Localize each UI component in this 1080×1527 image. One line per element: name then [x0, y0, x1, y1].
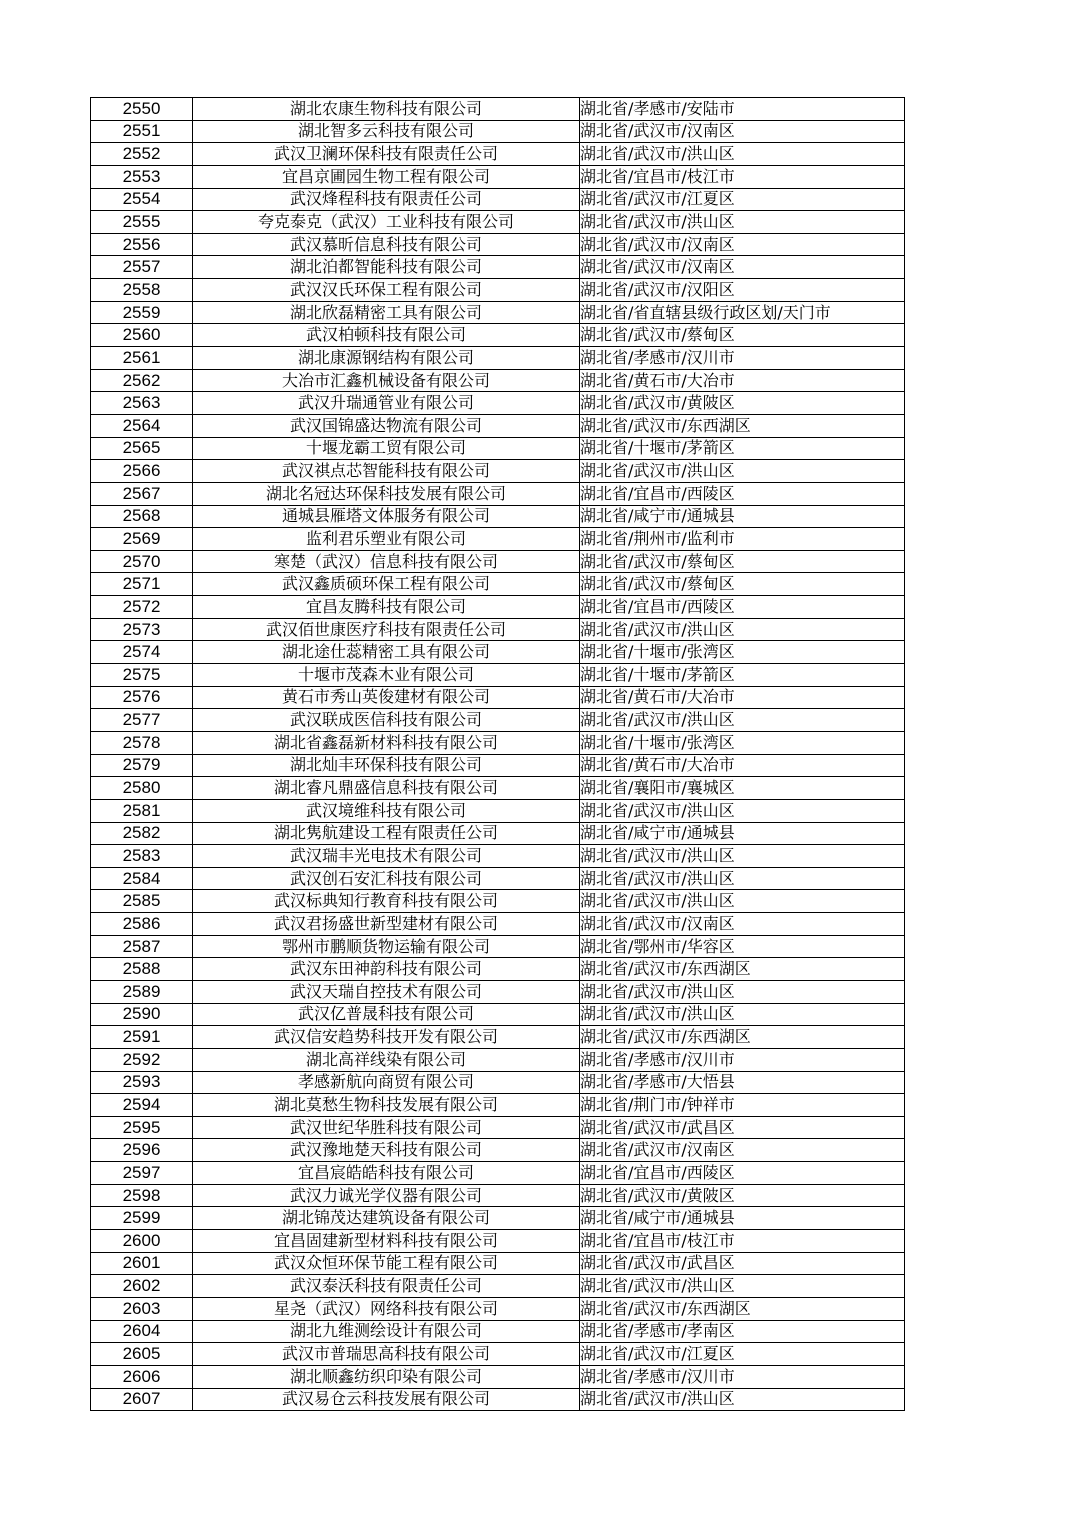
row-number-cell: 2607 — [91, 1388, 193, 1411]
company-name-cell: 武汉国锦盛达物流有限公司 — [193, 414, 580, 437]
company-name-cell: 十堰市茂森木业有限公司 — [193, 664, 580, 687]
row-number-cell: 2593 — [91, 1071, 193, 1094]
row-number-cell: 2558 — [91, 279, 193, 302]
table-row — [91, 1071, 905, 1094]
company-name-cell: 夸克泰克（武汉）工业科技有限公司 — [193, 211, 580, 234]
company-name-cell: 湖北途仕蕊精密工具有限公司 — [193, 641, 580, 664]
company-name-cell: 武汉鑫质硕环保工程有限公司 — [193, 573, 580, 596]
row-number-cell: 2556 — [91, 233, 193, 256]
company-name-cell: 湖北省鑫磊新材料科技有限公司 — [193, 731, 580, 754]
table-row — [91, 890, 905, 913]
company-name-cell: 武汉升瑞通管业有限公司 — [193, 392, 580, 415]
company-name-cell: 武汉力诚光学仪器有限公司 — [193, 1184, 580, 1207]
row-number-cell: 2573 — [91, 618, 193, 641]
row-number-cell: 2565 — [91, 437, 193, 460]
region-cell: 湖北省/武汉市/洪山区 — [580, 1003, 905, 1026]
table-row — [91, 550, 905, 573]
company-name-cell: 星尧（武汉）网络科技有限公司 — [193, 1297, 580, 1320]
row-number-cell: 2590 — [91, 1003, 193, 1026]
company-name-cell: 武汉标典知行教育科技有限公司 — [193, 890, 580, 913]
region-cell: 湖北省/武汉市/汉阳区 — [580, 279, 905, 302]
region-cell: 湖北省/武汉市/东西湖区 — [580, 414, 905, 437]
table-row — [91, 98, 905, 121]
region-cell: 湖北省/黄石市/大冶市 — [580, 686, 905, 709]
row-number-cell: 2559 — [91, 301, 193, 324]
table-row — [91, 233, 905, 256]
region-cell: 湖北省/孝感市/汉川市 — [580, 1048, 905, 1071]
row-number-cell: 2581 — [91, 799, 193, 822]
company-name-cell: 武汉君扬盛世新型建材有限公司 — [193, 913, 580, 936]
row-number-cell: 2605 — [91, 1343, 193, 1366]
region-cell: 湖北省/宜昌市/西陵区 — [580, 1162, 905, 1185]
region-cell: 湖北省/武汉市/黄陂区 — [580, 392, 905, 415]
company-name-cell: 湖北高祥线染有限公司 — [193, 1048, 580, 1071]
table-row — [91, 641, 905, 664]
company-name-cell: 监利君乐塑业有限公司 — [193, 528, 580, 551]
region-cell: 湖北省/武汉市/黄陂区 — [580, 1184, 905, 1207]
company-name-cell: 武汉境维科技有限公司 — [193, 799, 580, 822]
row-number-cell: 2603 — [91, 1297, 193, 1320]
region-cell: 湖北省/荆州市/监利市 — [580, 528, 905, 551]
row-number-cell: 2568 — [91, 505, 193, 528]
company-name-cell: 孝感新航向商贸有限公司 — [193, 1071, 580, 1094]
row-number-cell: 2601 — [91, 1252, 193, 1275]
table-row — [91, 1184, 905, 1207]
table-row — [91, 392, 905, 415]
row-number-cell: 2551 — [91, 120, 193, 143]
company-name-cell: 武汉佰世康医疗科技有限责任公司 — [193, 618, 580, 641]
region-cell: 湖北省/武汉市/洪山区 — [580, 980, 905, 1003]
table-row — [91, 1207, 905, 1230]
company-name-cell: 湖北康源钢结构有限公司 — [193, 347, 580, 370]
region-cell: 湖北省/武汉市/江夏区 — [580, 1343, 905, 1366]
row-number-cell: 2588 — [91, 958, 193, 981]
table-row — [91, 799, 905, 822]
row-number-cell: 2561 — [91, 347, 193, 370]
table-row — [91, 980, 905, 1003]
row-number-cell: 2578 — [91, 731, 193, 754]
row-number-cell: 2595 — [91, 1116, 193, 1139]
table-row — [91, 1320, 905, 1343]
row-number-cell: 2599 — [91, 1207, 193, 1230]
company-name-cell: 湖北莫愁生物科技发展有限公司 — [193, 1094, 580, 1117]
row-number-cell: 2554 — [91, 188, 193, 211]
company-name-cell: 黄石市秀山英俊建材有限公司 — [193, 686, 580, 709]
table-row — [91, 958, 905, 981]
row-number-cell: 2560 — [91, 324, 193, 347]
row-number-cell: 2580 — [91, 777, 193, 800]
table-row — [91, 709, 905, 732]
company-name-cell: 十堰龙霸工贸有限公司 — [193, 437, 580, 460]
row-number-cell: 2575 — [91, 664, 193, 687]
region-cell: 湖北省/武汉市/洪山区 — [580, 618, 905, 641]
table-row — [91, 301, 905, 324]
row-number-cell: 2557 — [91, 256, 193, 279]
table-row — [91, 505, 905, 528]
table-row — [91, 1365, 905, 1388]
company-name-cell: 湖北泊都智能科技有限公司 — [193, 256, 580, 279]
table-row — [91, 279, 905, 302]
company-name-cell: 湖北智多云科技有限公司 — [193, 120, 580, 143]
table-row — [91, 754, 905, 777]
region-cell: 湖北省/武汉市/汉南区 — [580, 233, 905, 256]
table-row — [91, 482, 905, 505]
table-row — [91, 256, 905, 279]
region-cell: 湖北省/咸宁市/通城县 — [580, 1207, 905, 1230]
row-number-cell: 2584 — [91, 867, 193, 890]
company-name-cell: 宜昌宸皓皓科技有限公司 — [193, 1162, 580, 1185]
table-row — [91, 1139, 905, 1162]
region-cell: 湖北省/武汉市/蔡甸区 — [580, 573, 905, 596]
region-cell: 湖北省/武汉市/江夏区 — [580, 188, 905, 211]
company-name-cell: 寒楚（武汉）信息科技有限公司 — [193, 550, 580, 573]
region-cell: 湖北省/武汉市/洪山区 — [580, 799, 905, 822]
row-number-cell: 2594 — [91, 1094, 193, 1117]
table-row — [91, 324, 905, 347]
table-row — [91, 414, 905, 437]
row-number-cell: 2564 — [91, 414, 193, 437]
company-name-cell: 武汉瑞丰光电技术有限公司 — [193, 845, 580, 868]
region-cell: 湖北省/武汉市/汉南区 — [580, 256, 905, 279]
row-number-cell: 2563 — [91, 392, 193, 415]
region-cell: 湖北省/咸宁市/通城县 — [580, 505, 905, 528]
table-row — [91, 1297, 905, 1320]
table-row — [91, 822, 905, 845]
region-cell: 湖北省/孝感市/汉川市 — [580, 347, 905, 370]
row-number-cell: 2597 — [91, 1162, 193, 1185]
row-number-cell: 2591 — [91, 1026, 193, 1049]
region-cell: 湖北省/十堰市/张湾区 — [580, 641, 905, 664]
region-cell: 湖北省/武汉市/东西湖区 — [580, 1026, 905, 1049]
company-name-cell: 宜昌固建新型材料科技有限公司 — [193, 1230, 580, 1253]
company-name-cell: 武汉烽程科技有限责任公司 — [193, 188, 580, 211]
table-row — [91, 528, 905, 551]
region-cell: 湖北省/武汉市/汉南区 — [580, 120, 905, 143]
company-name-cell: 武汉联成医信科技有限公司 — [193, 709, 580, 732]
company-name-cell: 武汉豫地楚天科技有限公司 — [193, 1139, 580, 1162]
company-name-cell: 大冶市汇鑫机械设备有限公司 — [193, 369, 580, 392]
region-cell: 湖北省/荆门市/钟祥市 — [580, 1094, 905, 1117]
region-cell: 湖北省/孝感市/安陆市 — [580, 98, 905, 121]
region-cell: 湖北省/宜昌市/西陵区 — [580, 482, 905, 505]
row-number-cell: 2598 — [91, 1184, 193, 1207]
table-row — [91, 1230, 905, 1253]
region-cell: 湖北省/十堰市/张湾区 — [580, 731, 905, 754]
row-number-cell: 2600 — [91, 1230, 193, 1253]
company-list-table — [90, 97, 905, 1411]
row-number-cell: 2571 — [91, 573, 193, 596]
company-name-cell: 武汉信安趋势科技开发有限公司 — [193, 1026, 580, 1049]
row-number-cell: 2566 — [91, 460, 193, 483]
company-name-cell: 武汉慕昕信息科技有限公司 — [193, 233, 580, 256]
region-cell: 湖北省/宜昌市/枝江市 — [580, 165, 905, 188]
table-row — [91, 369, 905, 392]
company-name-cell: 武汉亿普晟科技有限公司 — [193, 1003, 580, 1026]
company-name-cell: 武汉易仓云科技发展有限公司 — [193, 1388, 580, 1411]
row-number-cell: 2550 — [91, 98, 193, 121]
row-number-cell: 2586 — [91, 913, 193, 936]
region-cell: 湖北省/省直辖县级行政区划/天门市 — [580, 301, 905, 324]
table-row — [91, 1048, 905, 1071]
table-row — [91, 1003, 905, 1026]
region-cell: 湖北省/武汉市/洪山区 — [580, 867, 905, 890]
region-cell: 湖北省/武汉市/武昌区 — [580, 1252, 905, 1275]
row-number-cell: 2585 — [91, 890, 193, 913]
region-cell: 湖北省/襄阳市/襄城区 — [580, 777, 905, 800]
region-cell: 湖北省/武汉市/东西湖区 — [580, 958, 905, 981]
table-row — [91, 211, 905, 234]
row-number-cell: 2574 — [91, 641, 193, 664]
region-cell: 湖北省/孝感市/汉川市 — [580, 1365, 905, 1388]
table-row — [91, 120, 905, 143]
company-name-cell: 武汉天瑞自控技术有限公司 — [193, 980, 580, 1003]
company-name-cell: 湖北睿凡鼎盛信息科技有限公司 — [193, 777, 580, 800]
region-cell: 湖北省/武汉市/洪山区 — [580, 1275, 905, 1298]
region-cell: 湖北省/武汉市/洪山区 — [580, 211, 905, 234]
row-number-cell: 2553 — [91, 165, 193, 188]
region-cell: 湖北省/鄂州市/华容区 — [580, 935, 905, 958]
region-cell: 湖北省/武汉市/洪山区 — [580, 845, 905, 868]
company-name-cell: 武汉东田神韵科技有限公司 — [193, 958, 580, 981]
company-name-cell: 武汉泰沃科技有限责任公司 — [193, 1275, 580, 1298]
company-name-cell: 鄂州市鹏顺货物运输有限公司 — [193, 935, 580, 958]
company-name-cell: 宜昌京圃园生物工程有限公司 — [193, 165, 580, 188]
table-row — [91, 1275, 905, 1298]
region-cell: 湖北省/武汉市/洪山区 — [580, 460, 905, 483]
region-cell: 湖北省/宜昌市/枝江市 — [580, 1230, 905, 1253]
region-cell: 湖北省/武汉市/东西湖区 — [580, 1297, 905, 1320]
row-number-cell: 2562 — [91, 369, 193, 392]
table-row — [91, 845, 905, 868]
company-name-cell: 武汉创石安汇科技有限公司 — [193, 867, 580, 890]
table-row — [91, 686, 905, 709]
table-row — [91, 437, 905, 460]
region-cell: 湖北省/武汉市/汉南区 — [580, 1139, 905, 1162]
company-name-cell: 湖北灿丰环保科技有限公司 — [193, 754, 580, 777]
table-row — [91, 143, 905, 166]
company-name-cell: 湖北锦茂达建筑设备有限公司 — [193, 1207, 580, 1230]
table-row — [91, 188, 905, 211]
table-row — [91, 596, 905, 619]
row-number-cell: 2604 — [91, 1320, 193, 1343]
company-name-cell: 武汉祺点芯智能科技有限公司 — [193, 460, 580, 483]
table-row — [91, 1162, 905, 1185]
row-number-cell: 2582 — [91, 822, 193, 845]
row-number-cell: 2602 — [91, 1275, 193, 1298]
company-name-cell: 武汉世纪华胜科技有限公司 — [193, 1116, 580, 1139]
company-name-cell: 宜昌友腾科技有限公司 — [193, 596, 580, 619]
row-number-cell: 2567 — [91, 482, 193, 505]
company-name-cell: 武汉卫澜环保科技有限责任公司 — [193, 143, 580, 166]
table-row — [91, 1252, 905, 1275]
table-row — [91, 731, 905, 754]
row-number-cell: 2576 — [91, 686, 193, 709]
region-cell: 湖北省/武汉市/蔡甸区 — [580, 324, 905, 347]
table-row — [91, 573, 905, 596]
region-cell: 湖北省/武汉市/武昌区 — [580, 1116, 905, 1139]
table-row — [91, 913, 905, 936]
table-row — [91, 618, 905, 641]
table-row — [91, 1343, 905, 1366]
row-number-cell: 2555 — [91, 211, 193, 234]
region-cell: 湖北省/武汉市/洪山区 — [580, 890, 905, 913]
row-number-cell: 2577 — [91, 709, 193, 732]
table-row — [91, 664, 905, 687]
row-number-cell: 2606 — [91, 1365, 193, 1388]
region-cell: 湖北省/宜昌市/西陵区 — [580, 596, 905, 619]
table-row — [91, 460, 905, 483]
row-number-cell: 2589 — [91, 980, 193, 1003]
table-row — [91, 1094, 905, 1117]
row-number-cell: 2592 — [91, 1048, 193, 1071]
company-name-cell: 湖北欣磊精密工具有限公司 — [193, 301, 580, 324]
region-cell: 湖北省/武汉市/洪山区 — [580, 1388, 905, 1411]
region-cell: 湖北省/十堰市/茅箭区 — [580, 664, 905, 687]
row-number-cell: 2596 — [91, 1139, 193, 1162]
company-name-cell: 武汉柏顿科技有限公司 — [193, 324, 580, 347]
region-cell: 湖北省/咸宁市/通城县 — [580, 822, 905, 845]
table-row — [91, 1116, 905, 1139]
table-row — [91, 1026, 905, 1049]
row-number-cell: 2583 — [91, 845, 193, 868]
company-name-cell: 通城县雁塔文体服务有限公司 — [193, 505, 580, 528]
region-cell: 湖北省/黄石市/大冶市 — [580, 369, 905, 392]
region-cell: 湖北省/武汉市/洪山区 — [580, 143, 905, 166]
region-cell: 湖北省/武汉市/蔡甸区 — [580, 550, 905, 573]
row-number-cell: 2570 — [91, 550, 193, 573]
company-name-cell: 武汉市普瑞思高科技有限公司 — [193, 1343, 580, 1366]
table-row — [91, 347, 905, 370]
company-name-cell: 湖北名冠达环保科技发展有限公司 — [193, 482, 580, 505]
company-name-cell: 湖北顺鑫纺织印染有限公司 — [193, 1365, 580, 1388]
table-row — [91, 1388, 905, 1411]
region-cell: 湖北省/十堰市/茅箭区 — [580, 437, 905, 460]
table-row — [91, 935, 905, 958]
row-number-cell: 2572 — [91, 596, 193, 619]
row-number-cell: 2552 — [91, 143, 193, 166]
region-cell: 湖北省/武汉市/汉南区 — [580, 913, 905, 936]
region-cell: 湖北省/武汉市/洪山区 — [580, 709, 905, 732]
table-row — [91, 777, 905, 800]
table-body — [91, 98, 905, 1411]
table-row — [91, 165, 905, 188]
company-name-cell: 武汉汉氏环保工程有限公司 — [193, 279, 580, 302]
table-row — [91, 867, 905, 890]
region-cell: 湖北省/孝感市/大悟县 — [580, 1071, 905, 1094]
region-cell: 湖北省/黄石市/大冶市 — [580, 754, 905, 777]
company-name-cell: 湖北农康生物科技有限公司 — [193, 98, 580, 121]
company-name-cell: 湖北九维测绘设计有限公司 — [193, 1320, 580, 1343]
region-cell: 湖北省/孝感市/孝南区 — [580, 1320, 905, 1343]
company-name-cell: 武汉众恒环保节能工程有限公司 — [193, 1252, 580, 1275]
row-number-cell: 2579 — [91, 754, 193, 777]
row-number-cell: 2587 — [91, 935, 193, 958]
row-number-cell: 2569 — [91, 528, 193, 551]
company-name-cell: 湖北隽航建设工程有限责任公司 — [193, 822, 580, 845]
